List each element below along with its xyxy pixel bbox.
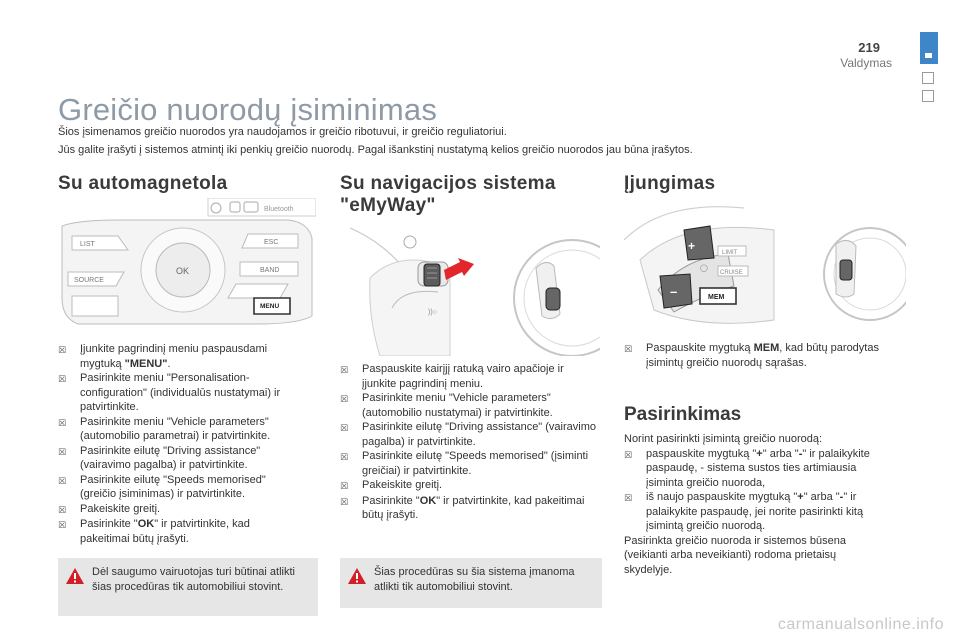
selection-step: ☒ paspauskite mygtuką "+" arba "-" ir palaikykite paspaudę, - sistema sustos ties artimiausia įsiminta greičio nuoroda, bbox=[624, 447, 870, 489]
section-heading-navigation bbox=[340, 173, 556, 217]
svg-text:+: + bbox=[688, 239, 696, 253]
warning-icon bbox=[348, 568, 366, 584]
navigation-step: ☒ Pasirinkite eilutę "Speeds memorised" (įsiminti greičiai) ir patvirtinkite. bbox=[340, 450, 589, 477]
selection-closing: Pasirinkta greičio nuoroda ir sistemos būsena (veikianti arba neveikianti) rodoma prietaisų skydelyje. bbox=[624, 534, 846, 576]
section-heading-radio: Su automagnetola bbox=[58, 173, 228, 194]
activation-steps-list bbox=[624, 341, 886, 370]
radio-step: ☒ Pakeiskite greitį. bbox=[58, 502, 161, 515]
page-number: 219 bbox=[858, 40, 880, 55]
selection-step: ☒ iš naujo paspauskite mygtuką "+" arba "-" ir palaikykite paspaudę, jei norite pasirinkti kitą įsimintą greičio nuorodą. bbox=[624, 491, 864, 532]
heading-line: "eMyWay" bbox=[340, 195, 436, 216]
source-button-label: SOURCE bbox=[74, 277, 104, 284]
menu-button-label: MENU bbox=[260, 303, 280, 310]
svg-text:))○: ))○ bbox=[428, 309, 437, 316]
cruise-control-stalk-illustration bbox=[624, 200, 906, 330]
safety-warning-radio bbox=[58, 558, 318, 616]
svg-text:◯: ◯ bbox=[700, 265, 708, 272]
radio-steps-list bbox=[58, 342, 300, 546]
navigation-step: ☒ Pasirinkite "OK" ir patvirtinkite, kad pakeitimai būtų įrašyti. bbox=[340, 494, 585, 521]
chapter-tab bbox=[922, 72, 934, 84]
chapter-tab-active bbox=[920, 32, 938, 64]
warning-text: Dėl saugumo vairuotojas turi būtinai atlikti šias procedūras tik automobiliui stovint. bbox=[92, 566, 295, 593]
warning-text: Šias procedūras su šia sistema įmanoma atlikti tik automobiliui stovint. bbox=[374, 566, 575, 593]
radio-step: ☒ Pasirinkite meniu "Vehicle parameters" (automobilio parametrai) ir patvirtinkite. bbox=[58, 415, 271, 442]
esc-button-label: ESC bbox=[264, 239, 279, 246]
section-name: Valdymas bbox=[840, 56, 892, 70]
selection-intro: Norint pasirinkti įsimintą greičio nuorodą: bbox=[624, 433, 823, 445]
intro-line-2: Jūs galite įrašyti į sistemos atmintį iki penkių greičio nuorodų. Pagal išankstinį nustatymą kelios greičio nuorodos jau būna įrašytos. bbox=[58, 144, 693, 156]
list-button-label: LIST bbox=[80, 241, 95, 248]
band-button-label: BAND bbox=[260, 267, 280, 274]
cruise-label: CRUISE bbox=[720, 270, 743, 276]
section-heading-activation: Įjungimas bbox=[624, 173, 716, 194]
limit-label: LIMIT bbox=[722, 250, 738, 256]
intro-line-1: Šios įsimenamos greičio nuorodos yra naudojamos ir greičio ribotuvui, ir greičio reguliatoriui. bbox=[58, 126, 507, 138]
ok-button-label: OK bbox=[176, 266, 190, 276]
radio-step: ☒ Pasirinkite eilutę "Driving assistance" (vairavimo pagalba) ir patvirtinkite. bbox=[58, 444, 261, 471]
watermark: carmanualsonline.info bbox=[777, 616, 944, 633]
selection-text bbox=[624, 432, 886, 577]
radio-step: ☒ Pasirinkite meniu "Personalisation-configuration" (individualūs nustatymai) ir patvirtinkite. bbox=[58, 372, 281, 413]
safety-warning-navigation bbox=[340, 558, 602, 608]
navigation-step: ☒ Paspauskite kairįjį ratuką vairo apačioje ir įjunkite pagrindinį meniu. bbox=[340, 363, 564, 390]
mem-button-label: MEM bbox=[708, 294, 725, 301]
page-title: Greičio nuorodų įsiminimas bbox=[58, 92, 438, 127]
activation-step: ☒ Paspauskite mygtuką MEM, kad būtų parodytas įsimintų greičio nuorodų sąrašas. bbox=[624, 342, 879, 369]
radio-panel-illustration bbox=[58, 198, 316, 326]
radio-step: ☒ Įjunkite pagrindinį meniu paspausdami mygtuką "MENU". bbox=[58, 343, 268, 370]
steering-wheel-illustration bbox=[340, 218, 600, 356]
navigation-step: ☒ Pasirinkite meniu "Vehicle parameters" (automobilio nustatymai) ir patvirtinkite. bbox=[340, 392, 553, 419]
heading-line: Su navigacijos sistema bbox=[340, 173, 556, 194]
svg-text:–: – bbox=[670, 284, 678, 299]
bluetooth-label: Bluetooth bbox=[264, 206, 294, 213]
radio-step: ☒ Pasirinkite "OK" ir patvirtinkite, kad pakeitimai būtų įrašyti. bbox=[58, 518, 250, 545]
navigation-step: ☒ Pasirinkite eilutę "Driving assistance" (vairavimo pagalba) ir patvirtinkite. bbox=[340, 421, 597, 448]
navigation-step: ☒ Pakeiskite greitį. bbox=[340, 479, 443, 491]
warning-icon bbox=[66, 568, 84, 584]
section-heading-selection: Pasirinkimas bbox=[624, 404, 742, 425]
navigation-steps-list bbox=[340, 362, 596, 523]
chapter-tab bbox=[922, 90, 934, 102]
radio-step: ☒ Pasirinkite eilutę "Speeds memorised" (greičio įsiminimas) ir patvirtinkite. bbox=[58, 473, 266, 500]
